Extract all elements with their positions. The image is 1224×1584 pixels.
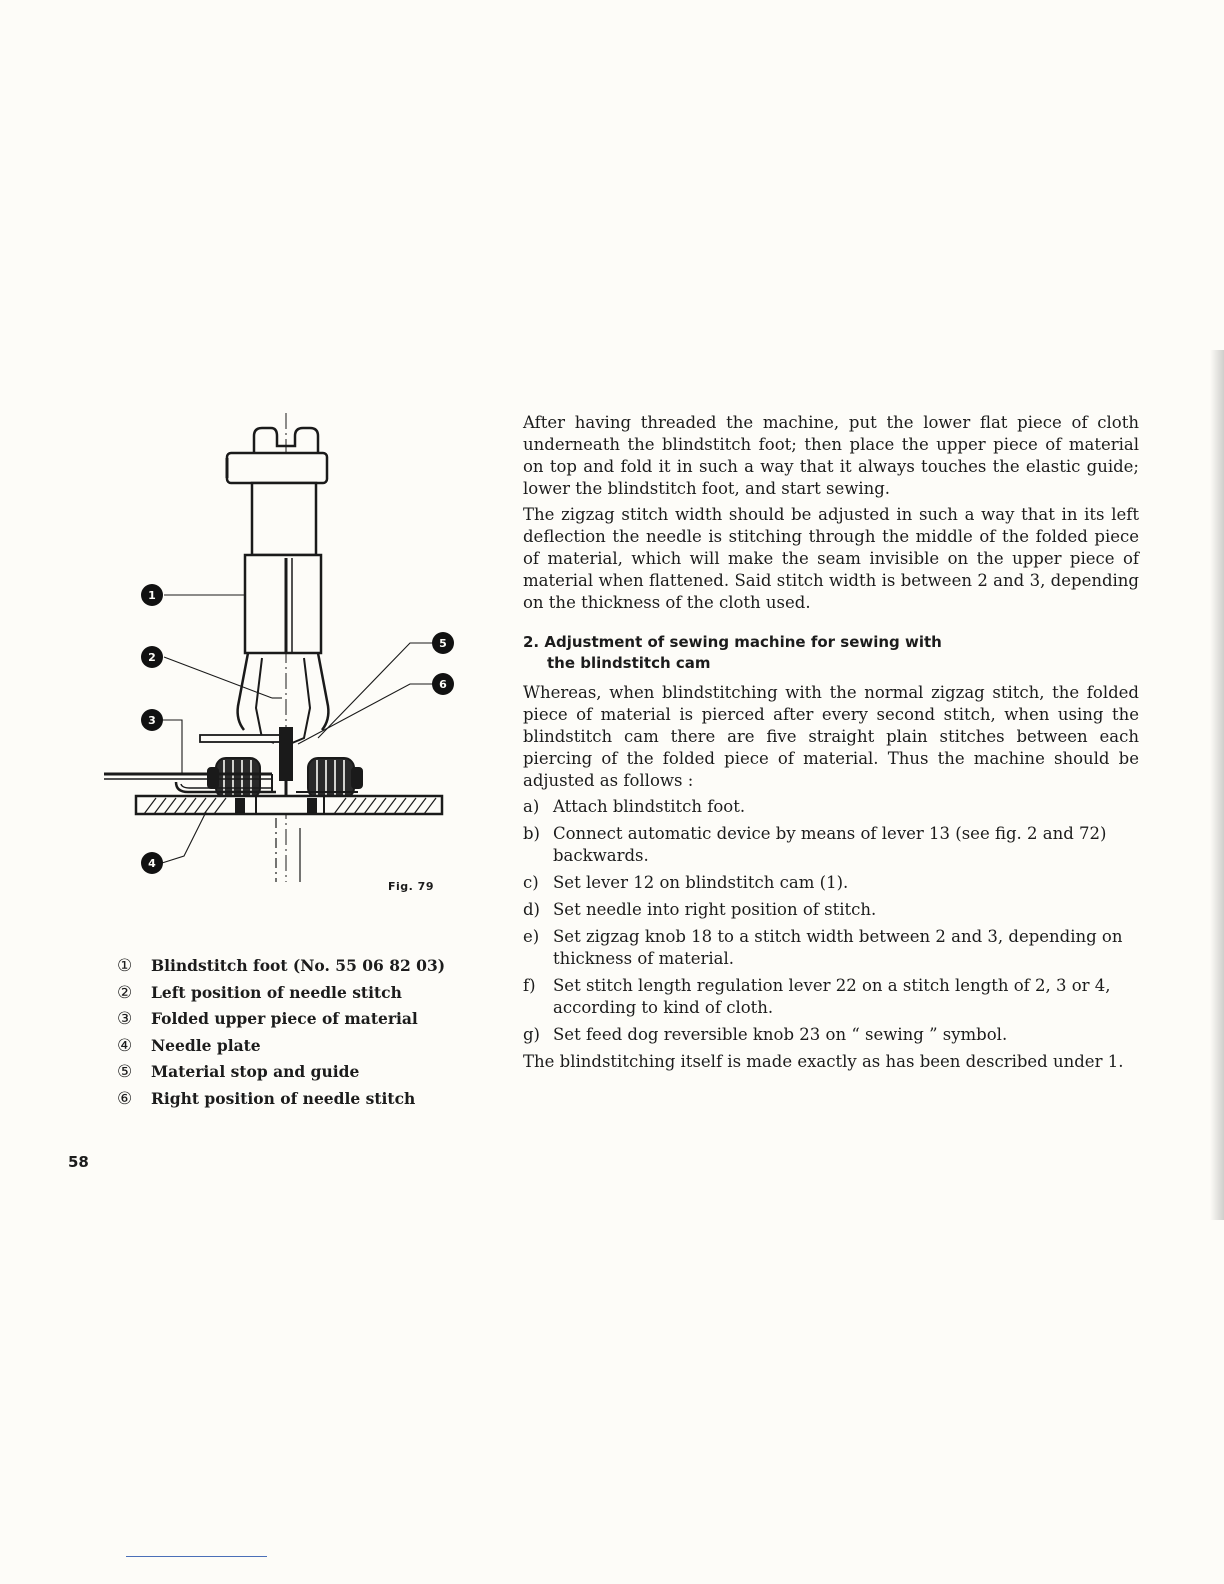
paragraph-threading: After having threaded the machine, put the lower flat piece of cloth underneath the blindstitch foot; then place the upper piece of material on top and fold it in such a way that it always touches the elastic guide; lower the blindstitch foot, and start sewing.: [523, 413, 1139, 498]
section-heading: [523, 632, 1139, 674]
step-item: [523, 926, 1139, 970]
legend-number: ④: [117, 1035, 133, 1056]
legend-number: ③: [117, 1009, 133, 1029]
legend-text: Material stop and guide: [151, 1062, 360, 1081]
step-item: [523, 823, 1139, 867]
legend-item: [117, 1059, 477, 1086]
step-text: Set lever 12 on blindstitch cam (1).: [553, 873, 849, 892]
callout-5-label: 5: [439, 637, 447, 650]
legend-number: ②: [117, 982, 133, 1003]
blindstitch-foot-diagram: [96, 408, 456, 908]
figure-legend: [117, 953, 477, 1112]
step-text: Connect automatic device by means of lever 13 (see fig. 2 and 72) backwards.: [553, 824, 1107, 865]
legend-text: Needle plate: [151, 1035, 261, 1055]
step-letter: b): [523, 824, 540, 843]
step-letter: g): [523, 1025, 540, 1044]
paragraph-cam-intro: Whereas, when blindstitching with the normal zigzag stitch, the folded piece of material is pierced after every second stitch, when using the blindstitch cam there are five straight plain stitches between each piercing of the folded piece of material. Thus the machine should be adjusted as follows :: [523, 683, 1139, 790]
legend-item: [117, 1006, 477, 1033]
legend-text: Folded upper piece of material: [151, 1009, 418, 1028]
section-heading-line2: the blindstitch cam: [547, 654, 711, 672]
step-letter: a): [523, 797, 540, 816]
paragraph-stitch-width: The zigzag stitch width should be adjusted in such a way that in its left deflection the needle is stitching through the middle of the folded piece of material, which will make the seam invisible on the upper piece of material when flattened. Said stitch width is between 2 and 3, depending on the thickness of the cloth used.: [523, 505, 1139, 612]
callout-4-label: 4: [148, 857, 156, 870]
legend-text: Right position of needle stitch: [151, 1088, 416, 1108]
step-item: [523, 975, 1139, 1019]
callout-3-label: 3: [148, 714, 156, 727]
step-letter: d): [523, 900, 540, 919]
legend-text: Blindstitch foot (No. 55 06 82 03): [151, 956, 446, 975]
legend-item: [117, 980, 477, 1007]
callout-6-label: 6: [439, 678, 447, 691]
legend-item: [117, 1086, 477, 1113]
scan-shadow: [1210, 350, 1224, 1220]
step-letter: f): [523, 976, 536, 995]
figure-caption: Fig. 79: [388, 880, 434, 893]
legend-text: Left position of needle stitch: [151, 982, 402, 1002]
step-letter: c): [523, 873, 539, 892]
callout-1-label: 1: [148, 589, 156, 602]
step-text: Set zigzag knob 18 to a stitch width between 2 and 3, depending on thickness of material.: [553, 927, 1123, 968]
legend-number: ①: [117, 956, 133, 976]
adjustment-steps: [523, 796, 1139, 1046]
step-letter: e): [523, 927, 540, 946]
section-heading-line1: 2. Adjustment of sewing machine for sewing with: [523, 633, 942, 651]
blindstitch-foot-figure: [96, 408, 456, 908]
legend-number: ⑤: [117, 1062, 133, 1082]
instructions-column: [523, 412, 1139, 1077]
legend-item: [117, 1033, 477, 1060]
page-number: 58: [68, 1153, 89, 1171]
legend-number: ⑥: [117, 1088, 133, 1109]
step-item: [523, 899, 1139, 921]
step-text: Attach blindstitch foot.: [553, 797, 746, 816]
step-text: Set stitch length regulation lever 22 on a stitch length of 2, 3 or 4, according to kind of cloth.: [553, 976, 1111, 1017]
step-item: [523, 872, 1139, 894]
step-text: Set feed dog reversible knob 23 on “ sewing ” symbol.: [553, 1025, 1008, 1044]
bottom-rule: [126, 1556, 267, 1557]
paragraph-conclusion: The blindstitching itself is made exactly as has been described under 1.: [523, 1052, 1124, 1071]
step-item: [523, 1024, 1139, 1046]
legend-item: [117, 953, 477, 980]
step-text: Set needle into right position of stitch.: [553, 900, 877, 919]
callout-2-label: 2: [148, 651, 156, 664]
step-item: [523, 796, 1139, 818]
